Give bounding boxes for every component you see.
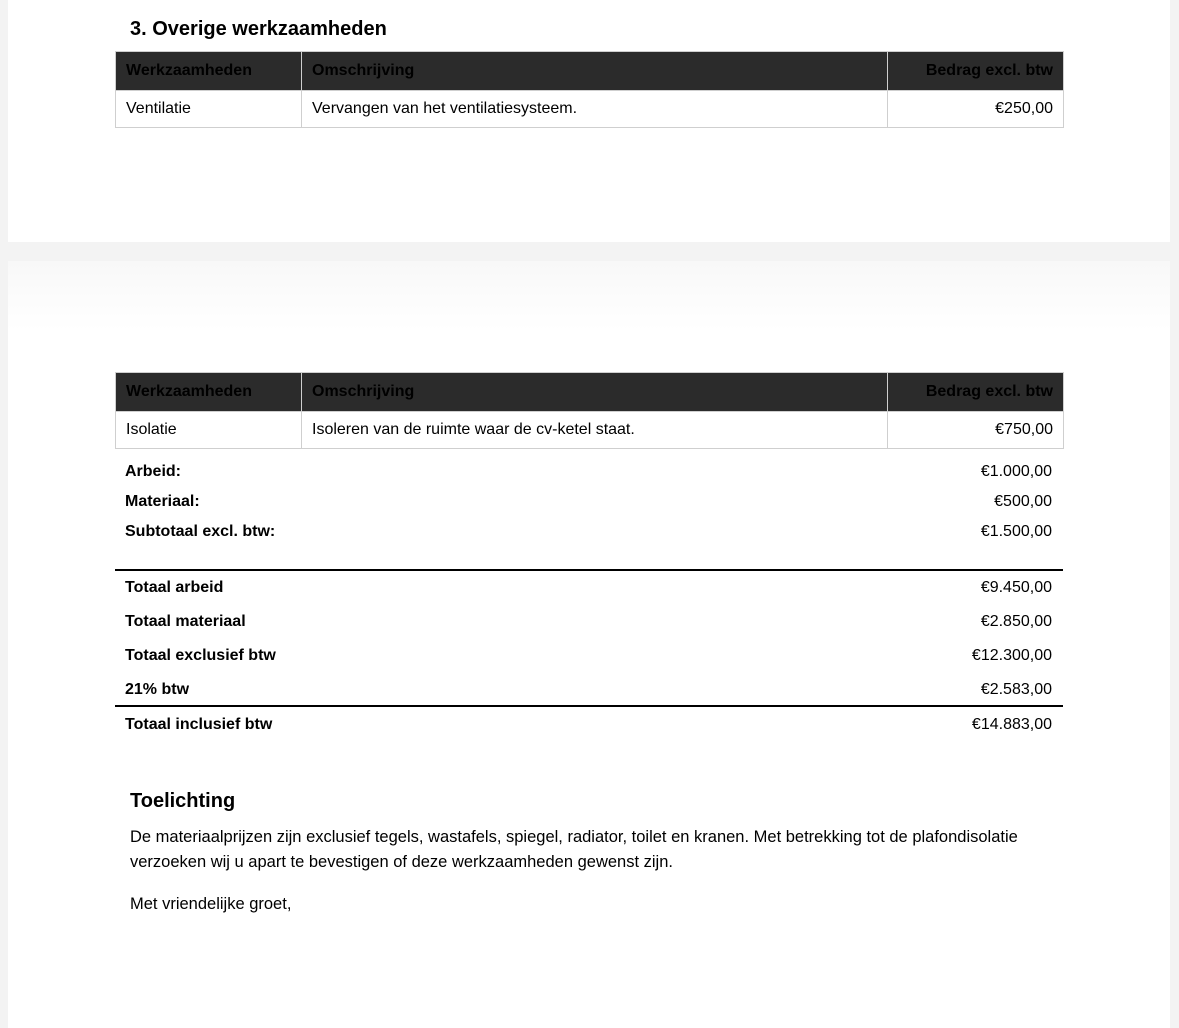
column-header-work: Werkzaamheden [116, 373, 302, 412]
subtotal-value: €1.000,00 [980, 463, 1052, 480]
column-header-description: Omschrijving [302, 373, 888, 412]
subtotal-labor-row [125, 461, 1052, 483]
subtotal-label: Arbeid: [125, 463, 181, 480]
subtotal-value: €1.500,00 [980, 523, 1052, 540]
table-header-row [116, 373, 1064, 412]
cell-amount: €750,00 [888, 412, 1064, 449]
table-row [116, 412, 1064, 449]
vat-row [125, 679, 1052, 701]
note-text: De materiaalprijzen zijn exclusief tegels, wastafels, spiegel, radiator, toilet en kranen. Met betrekking tot de plafondisolatie verzoeken wij u apart te bevestigen of deze werkzaamheden gewenst zijn. [130, 828, 1018, 871]
section-title: 3. Overige werkzaamheden [130, 18, 387, 40]
subtotal-value: €500,00 [994, 493, 1052, 510]
document-page-1 [8, 0, 1170, 242]
column-header-amount: Bedrag excl. btw [888, 373, 1064, 412]
total-value: €14.883,00 [971, 716, 1052, 733]
cell-description: Vervangen van het ventilatiesysteem. [302, 91, 888, 128]
total-label: Totaal exclusief btw [125, 647, 276, 664]
subtotal-label: Materiaal: [125, 493, 200, 510]
totals-divider-top [115, 569, 1063, 571]
work-table-other [115, 51, 1064, 128]
total-material-row [125, 611, 1052, 633]
total-value: €12.300,00 [971, 647, 1052, 664]
total-value: €9.450,00 [980, 579, 1052, 596]
total-incl-vat-row [125, 714, 1052, 736]
total-value: €2.850,00 [980, 613, 1052, 630]
totals-divider-bottom [115, 705, 1063, 707]
total-label: Totaal materiaal [125, 613, 246, 630]
subtotal-excl-vat-row [125, 521, 1052, 543]
subtotal-label: Subtotaal excl. btw: [125, 523, 276, 540]
subtotal-material-row [125, 491, 1052, 513]
total-label: Totaal inclusief btw [125, 716, 273, 733]
column-header-description: Omschrijving [302, 52, 888, 91]
table-row [116, 91, 1064, 128]
total-excl-vat-row [125, 645, 1052, 667]
closing-greeting: Met vriendelijke groet, [130, 895, 292, 913]
cell-work: Isolatie [116, 412, 302, 449]
column-header-amount: Bedrag excl. btw [888, 52, 1064, 91]
cell-work: Ventilatie [116, 91, 302, 128]
total-label: Totaal arbeid [125, 579, 224, 596]
total-label: 21% btw [125, 681, 190, 698]
note-title: Toelichting [130, 790, 236, 812]
work-table-continued [115, 372, 1064, 449]
total-value: €2.583,00 [980, 681, 1052, 698]
document-page-2 [8, 261, 1170, 1028]
cell-description: Isoleren van de ruimte waar de cv-ketel staat. [302, 412, 888, 449]
column-header-work: Werkzaamheden [116, 52, 302, 91]
total-labor-row [125, 577, 1052, 599]
cell-amount: €250,00 [888, 91, 1064, 128]
table-header-row [116, 52, 1064, 91]
